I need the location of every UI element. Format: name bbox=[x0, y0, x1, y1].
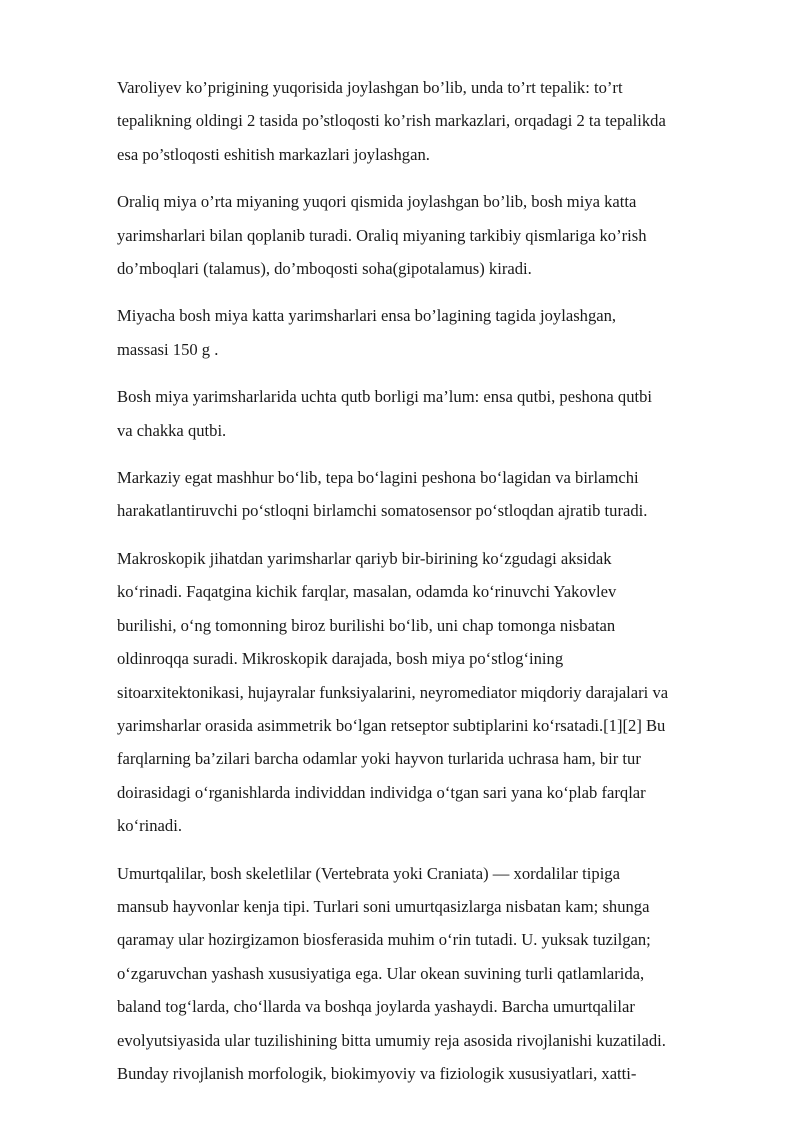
paragraph-makroskopik bbox=[117, 542, 737, 843]
paragraph-miyacha bbox=[117, 299, 737, 366]
text-line: evolyutsiyasida ular tuzilishining bitta umumiy reja asosida rivojlanishi kuzatiladi. bbox=[117, 1030, 666, 1050]
document-body bbox=[117, 71, 737, 1104]
text-line: tepalikning oldingi 2 tasida po’stloqosti ko’rish markazlari, orqadagi 2 ta tepalikda bbox=[117, 111, 666, 131]
text-line: baland tog‘larda, cho‘llarda va boshqa joylarda yashaydi. Barcha umurtqalilar bbox=[117, 997, 635, 1017]
text-line: Oraliq miya o’rta miyaning yuqori qismida joylashgan bo’lib, bosh miya katta bbox=[117, 192, 637, 212]
text-line: Umurtqalilar, bosh skeletlilar (Vertebrata yoki Craniata) — xordalilar tipiga bbox=[117, 863, 620, 883]
text-line: o‘zgaruvchan yashash xususiyatiga ega. Ular okean suvining turli qatlamlarida, bbox=[117, 963, 645, 983]
text-line: doirasidagi o‘rganishlarda individdan individga o‘tgan sari yana ko‘plab farqlar bbox=[117, 782, 646, 802]
text-line: Varoliyev ko’prigining yuqorisida joylashgan bo’lib, unda to’rt tepalik: to’rt bbox=[117, 78, 623, 97]
text-line: qaramay ular hozirgizamon biosferasida muhim o‘rin tutadi. U. yuksak tuzilgan; bbox=[117, 930, 651, 950]
paragraph-oraliq-miya bbox=[117, 185, 737, 285]
text-line: yarimsharlar orasida asimmetrik bo‘lgan retseptor subtiplarini ko‘rsatadi.[1][2] Bu bbox=[117, 715, 666, 735]
text-line: burilishi, o‘ng tomonning biroz burilishi bo‘lib, uni chap tomonga nisbatan bbox=[117, 615, 616, 635]
text-line: do’mboqlari (talamus), do’mboqosti soha(gipotalamus) kiradi. bbox=[117, 259, 532, 279]
paragraph-umurtqalilar bbox=[117, 857, 737, 1091]
text-line: ko‘rinadi. bbox=[117, 816, 182, 836]
text-line: esa po’stloqosti eshitish markazlari joylashgan. bbox=[117, 144, 430, 164]
text-line: oldinroqqa suradi. Mikroskopik darajada, bosh miya po‘stlog‘ining bbox=[117, 649, 564, 669]
text-line: harakatlantiruvchi po‘stloqni birlamchi somatosensor po‘stloqdan ajratib turadi. bbox=[117, 501, 648, 521]
text-line: sitoarxitektonikasi, hujayralar funksiyalarini, neyromediator miqdoriy darajalari va bbox=[117, 682, 669, 702]
text-line: ko‘rinadi. Faqatgina kichik farqlar, masalan, odamda ko‘rinuvchi Yakovlev bbox=[117, 582, 617, 602]
text-line: yarimsharlari bilan qoplanib turadi. Oraliq miyaning tarkibiy qismlariga ko’rish bbox=[117, 225, 647, 245]
text-line: va chakka qutbi. bbox=[117, 420, 227, 440]
text-line: Miyacha bosh miya katta yarimsharlari ensa bo’lagining tagida joylashgan, bbox=[117, 306, 617, 326]
text-line: farqlarning ba’zilari barcha odamlar yoki hayvon turlarida uchrasa ham, bir tur bbox=[117, 749, 641, 769]
paragraph-markaziy-egat bbox=[117, 461, 737, 528]
text-line: mansub hayvonlar kenja tipi. Turlari soni umurtqasizlarga nisbatan kam; shunga bbox=[117, 896, 650, 916]
text-line: Makroskopik jihatdan yarimsharlar qariyb bir-birining ko‘zgudagi aksidak bbox=[117, 548, 612, 568]
paragraph-varoliyev-bridge bbox=[117, 71, 737, 171]
text-line: Bosh miya yarimsharlarida uchta qutb borligi ma’lum: ensa qutbi, peshona qutbi bbox=[117, 387, 653, 407]
paragraph-qutblar bbox=[117, 380, 737, 447]
text-line: Bunday rivojlanish morfologik, biokimyoviy va fiziologik xususiyatlari, xatti- bbox=[117, 1063, 637, 1083]
text-line: Markaziy egat mashhur bo‘lib, tepa bo‘lagini peshona bo‘lagidan va birlamchi bbox=[117, 468, 639, 488]
text-line: massasi 150 g . bbox=[117, 339, 219, 359]
